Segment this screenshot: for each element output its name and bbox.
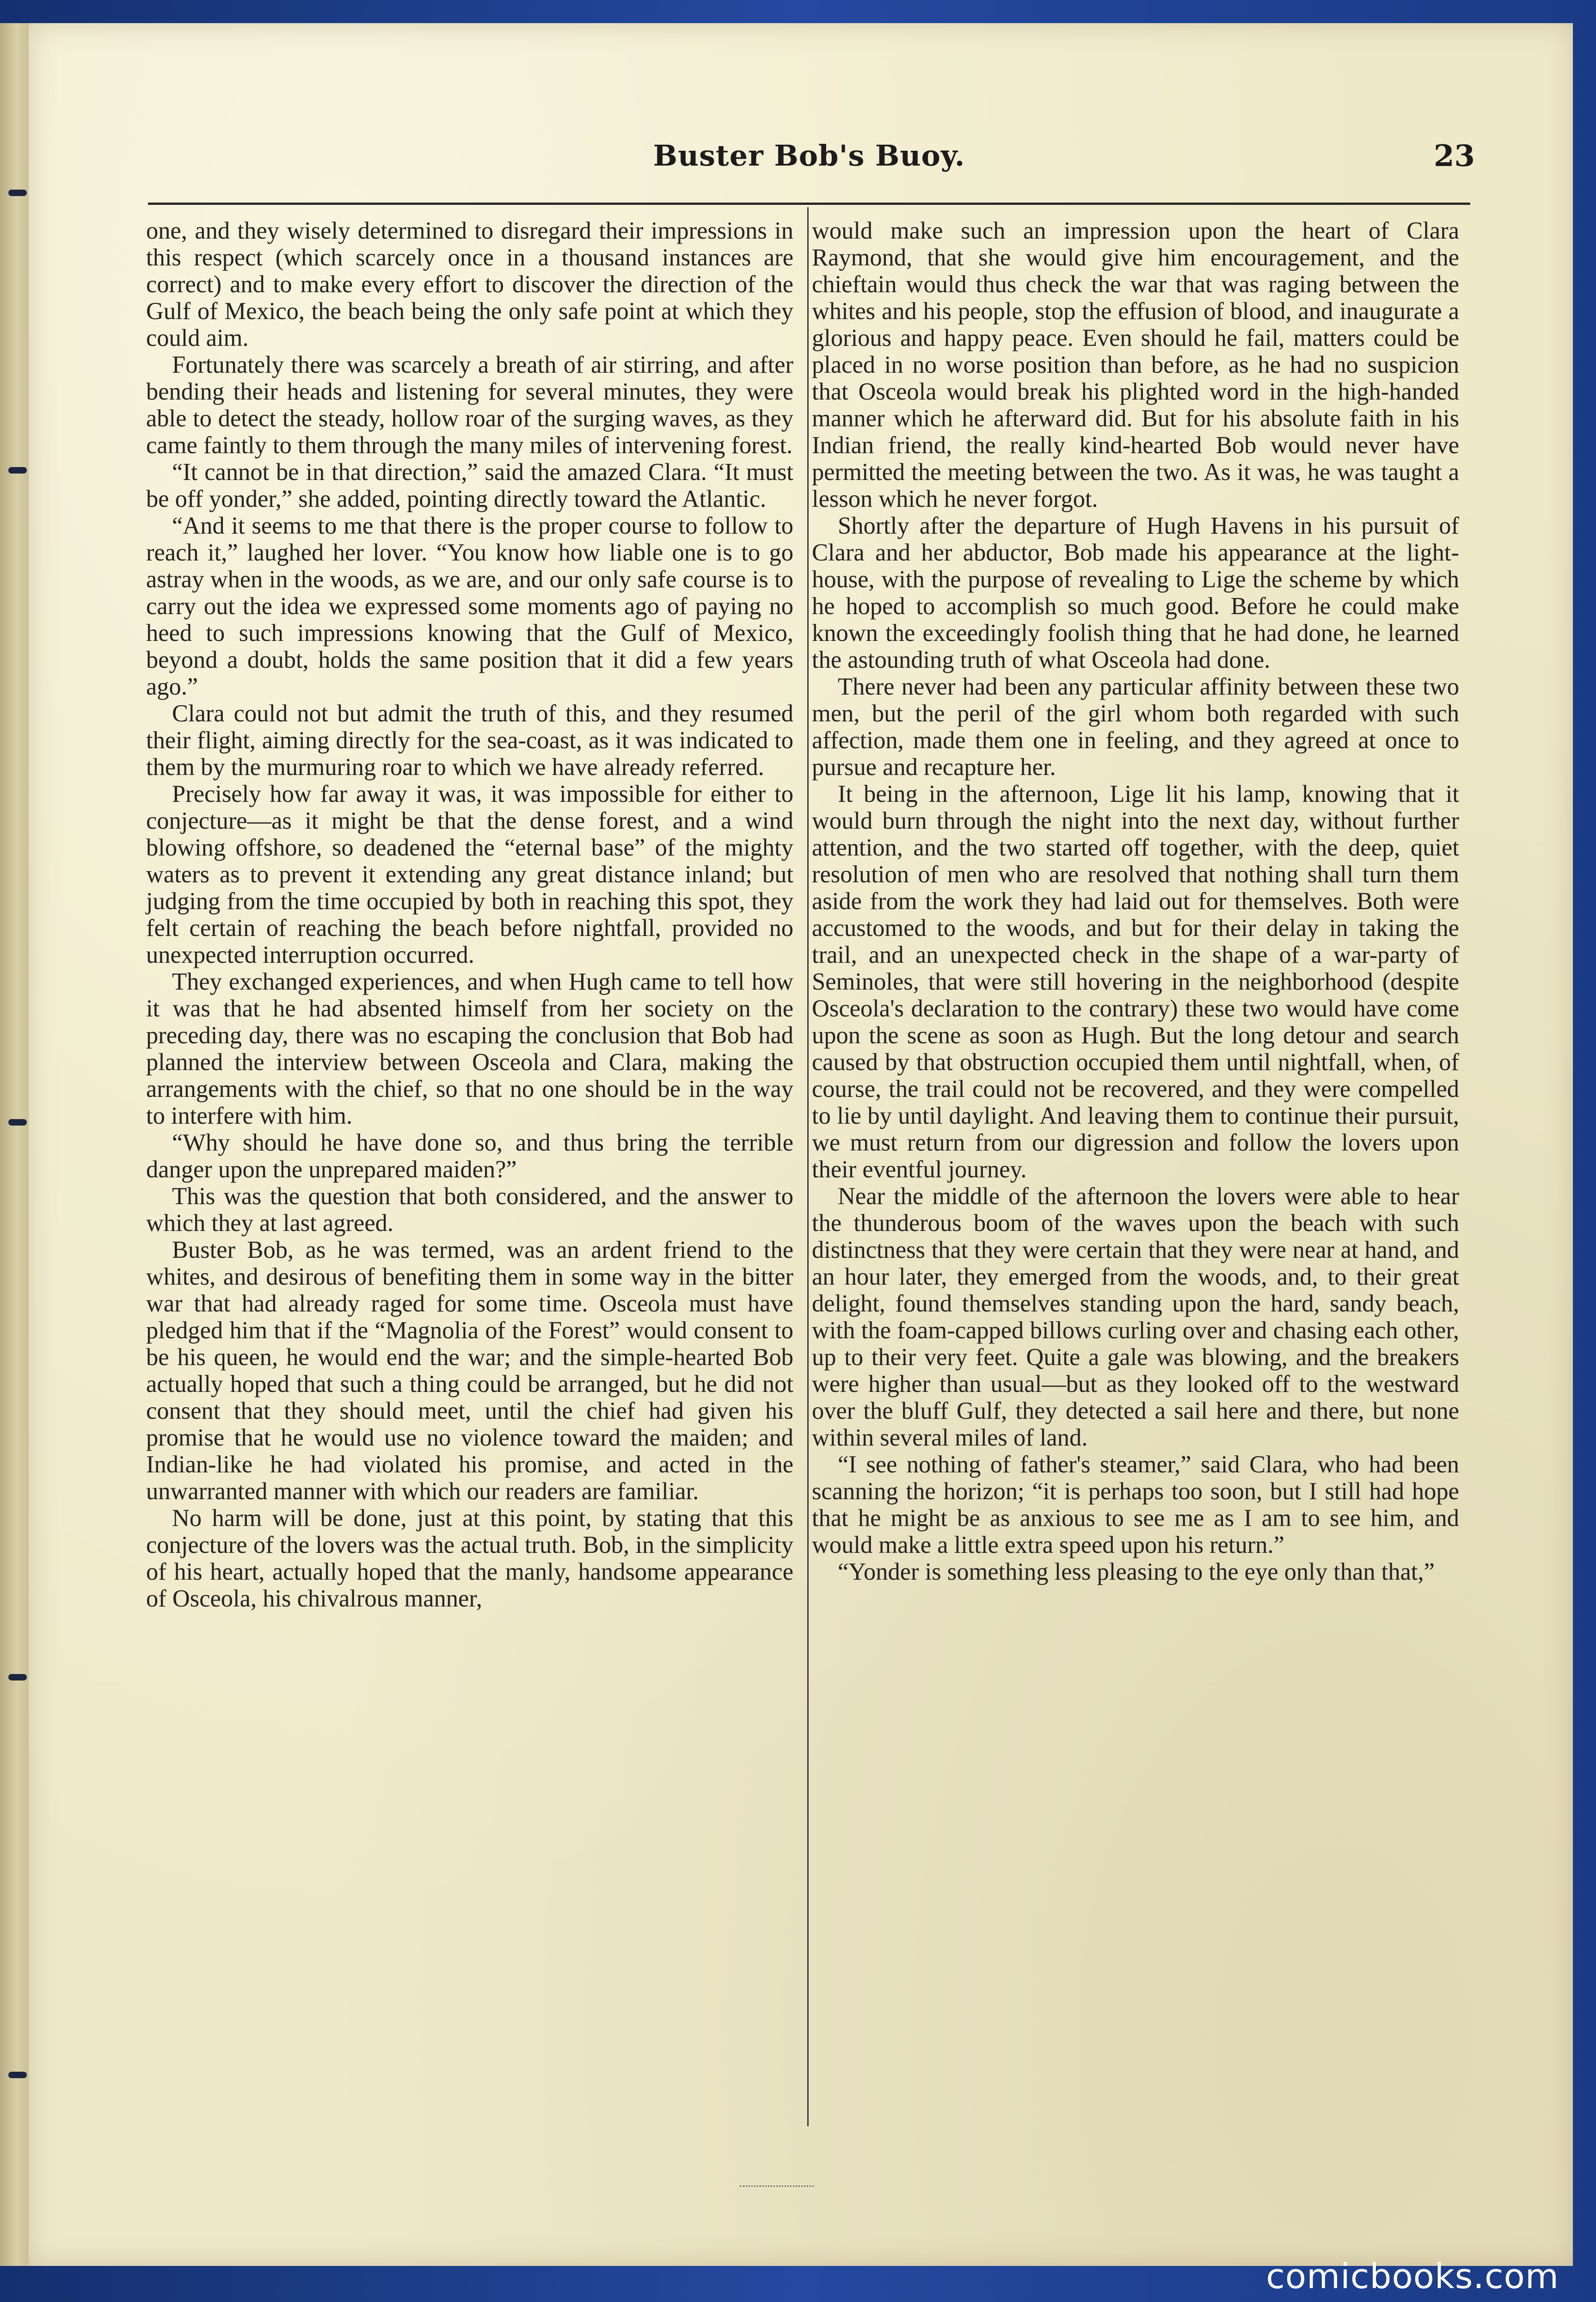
paragraph: “It cannot be in that direction,” said the amazed Clara. “It must be off yonder,” she added, pointing directly toward the Atlantic. [146, 459, 793, 512]
paragraph: “Why should he have done so, and thus bring the terrible danger upon the unprepared maiden?” [146, 1129, 793, 1183]
column-divider [807, 207, 809, 2126]
paragraph: Shortly after the departure of Hugh Havens in his pursuit of Clara and her abductor, Bob made his appearance at the light-house, with the purpose of revealing to Lige the scheme by which he hoped to accomplish so much good. Before he could make known the exceedingly foolish thing that he had done, he learned the astounding truth of what Osceola had done. [812, 512, 1459, 673]
binding-spine [0, 23, 30, 2266]
paragraph: There never had been any particular affinity between these two men, but the peril of the girl whom both regarded with such affection, made them one in feeling, and they agreed at once to pursue and recapture her. [812, 673, 1459, 781]
staple-mark [8, 190, 27, 196]
paragraph: would make such an impression upon the heart of Clara Raymond, that she would give him encouragement, and the chieftain would thus check the war that was raging between the whites and his people, stop the effusion of blood, and inaugurate a glorious and happy peace. Even should he fail, matters could be placed in no worse position than before, as he had no suspicion that Osceola would break his plighted word in the high-handed manner which he afterward did. But for his absolute faith in his Indian friend, the really kind-hearted Bob would never have permitted the meeting between the two. As it was, he was taught a lesson which he never forgot. [812, 217, 1459, 512]
staple-mark [8, 2072, 27, 2078]
paragraph: “I see nothing of father's steamer,” said Clara, who had been scanning the horizon; “it is perhaps too soon, but I still had hope that he might be as anxious to see me as I am to see him, and would make a little extra speed upon his return.” [812, 1451, 1459, 1558]
paragraph: Clara could not but admit the truth of this, and they resumed their flight, aiming directly for the sea-coast, as it was indicated to them by the murmuring roar to which we have already referred. [146, 700, 793, 781]
page-number: 23 [1433, 139, 1475, 173]
page-title: Buster Bob's Buoy. [653, 139, 965, 172]
paragraph: This was the question that both considered, and the answer to which they at last agreed. [146, 1183, 793, 1237]
footer-ornament [740, 2185, 814, 2191]
header-rule [148, 203, 1470, 205]
paragraph: “And it seems to me that there is the proper course to follow to reach it,” laughed her lover. “You know how liable one is to go astray when in the woods, as we are, and our only safe course is to carry out the idea we expressed some moments ago of paying no heed to such impressions knowing that the Gulf of Mexico, beyond a doubt, holds the same position that it did a few years ago.” [146, 512, 793, 700]
paragraph: It being in the afternoon, Lige lit his lamp, knowing that it would burn through the night into the next day, without further attention, and the two started off together, with the deep, quiet resolution of men who are resolved that nothing shall turn them aside from the work they had laid out for themselves. Both were accustomed to the woods, and but for their delay in taking the trail, and an unexpected check in the shape of a war-party of Seminoles, that were still hovering in the neighborhood (despite Osceola's declaration to the contrary) these two would have come upon the scene as soon as Hugh. But the long detour and search caused by that obstruction occupied them until nightfall, when, of course, the trail could not be recovered, and they were compelled to lie by until daylight. And leaving them to continue their pursuit, we must return from our digression and follow the lovers upon their eventful journey. [812, 781, 1459, 1183]
staple-mark [8, 467, 27, 474]
site-watermark: comicbooks.com [1266, 2257, 1559, 2296]
paragraph: Precisely how far away it was, it was impossible for either to conjecture—as it might be that the dense forest, and a wind blowing offshore, so deadened the “eternal base” of the mighty waters as to prevent it extending any great distance inland; but judging from the time occupied by both in reaching this spot, they felt certain of reaching the beach before nightfall, provided no unexpected interruption occurred. [146, 781, 793, 968]
paragraph: one, and they wisely determined to disregard their impressions in this respect (which scarcely once in a thousand instances are correct) and to make every effort to discover the direction of the Gulf of Mexico, the beach being the only safe point at which they could aim. [146, 217, 793, 351]
staple-mark [8, 1119, 27, 1126]
running-header [139, 120, 1479, 185]
right-column [812, 217, 1459, 1585]
paragraph: No harm will be done, just at this point, by stating that this conjecture of the lovers was the actual truth. Bob, in the simplicity of his heart, actually hoped that the manly, handsome appearance of Osceola, his chivalrous manner, [146, 1505, 793, 1612]
paragraph: Fortunately there was scarcely a breath of air stirring, and after bending their heads and listening for several minutes, they were able to detect the steady, hollow roar of the surging waves, as they came faintly to them through the many miles of intervening forest. [146, 351, 793, 459]
paragraph: “Yonder is something less pleasing to the eye only than that,” [838, 1558, 1435, 1585]
paragraph: Near the middle of the afternoon the lovers were able to hear the thunderous boom of the waves upon the beach with such distinctness that they were certain that they were near at hand, and an hour later, they emerged from the woods, and, to their great delight, found themselves standing upon the hard, sandy beach, with the foam-capped billows curling over and chasing each other, up to their very feet. Quite a gale was blowing, and the breakers were higher than usual—but as they looked off to the westward over the bluff Gulf, they detected a sail here and there, but none within several miles of land. [812, 1183, 1459, 1451]
staple-mark [8, 1674, 27, 1680]
paragraph: They exchanged experiences, and when Hugh came to tell how it was that he had absented himself from her society on the preceding day, there was no escaping the conclusion that Bob had planned the interview between Osceola and Clara, making the arrangements with the chief, so that no one should be in the way to interfere with him. [146, 968, 793, 1129]
left-column [146, 217, 793, 1612]
paragraph: Buster Bob, as he was termed, was an ardent friend to the whites, and desirous of benefiting them in some way in the bitter war that had already raged for some time. Osceola must have pledged him that if the “Magnolia of the Forest” would consent to be his queen, he would end the war; and the simple-hearted Bob actually hoped that such a thing could be arranged, but he did not consent that they should meet, until the chief had given his promise that he would use no violence toward the maiden; and Indian-like he had violated his promise, and acted in the unwarranted manner with which our readers are familiar. [146, 1237, 793, 1505]
